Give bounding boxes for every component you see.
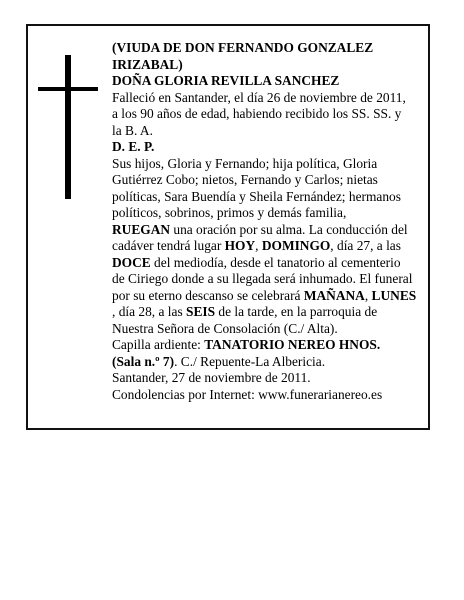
text-run: Condolencias por Internet: www.funerarianereo.es [112,386,383,402]
text-run: , [364,287,372,303]
text-line [112,40,434,57]
text-line [112,288,434,305]
text-line [112,304,434,321]
text-run: políticas, Sara Buendía y Sheila Fernández; hermanos [112,188,401,204]
text-run: políticos, sobrinos, primos y demás familia, [112,205,347,220]
text-line [112,205,434,222]
text-line [112,73,434,90]
bold-text: RUEGAN [112,221,171,237]
text-run: , día 28, a las [112,304,187,319]
text-run: del mediodía, desde el tanatorio al cementerio [150,254,401,270]
obituary-text [112,40,434,403]
text-line [112,354,434,371]
bold-text: HOY [224,238,256,253]
text-line [112,255,434,272]
text-run: de Ciriego donde a su llegada será inhumado. El funeral [112,271,413,286]
text-run: de la tarde, en la parroquia de [215,304,378,319]
text-line [112,271,434,288]
text-run: cadáver tendrá lugar [112,238,225,253]
text-run: la B. A. [112,122,153,138]
text-line [112,106,434,123]
text-line [112,57,434,74]
text-run: Santander, 27 de noviembre de 2011. [112,370,311,385]
text-line [112,321,434,338]
text-run: una oración por su alma. La conducción del [170,221,408,237]
text-line [112,387,434,404]
text-run: Gutiérrez Cobo; nietos, Fernando y Carlos; nietas [112,172,378,187]
text-run: Falleció en Santander, el día 26 de noviembre de 2011, [112,89,406,105]
bold-text: DOÑA GLORIA REVILLA SANCHEZ [112,73,340,88]
text-line [112,90,434,107]
text-line [112,156,434,173]
text-run: Nuestra Señora de Consolación (C./ Alta). [112,320,338,336]
text-run: a los 90 años de edad, habiendo recibido los SS. SS. y [112,106,402,121]
text-run: , [255,238,262,253]
bold-text: DOCE [112,254,151,270]
text-line [112,189,434,206]
text-line [112,123,434,140]
bold-text: D. E. P. [112,139,155,154]
text-line [112,139,434,156]
text-line [112,222,434,239]
bold-text: SEIS [186,304,216,319]
bold-text: (VIUDA DE DON FERNANDO GONZALEZ [112,40,374,55]
text-line [112,370,434,387]
text-run: , día 27, a las [330,238,401,253]
bold-text: IRIZABAL) [112,56,183,72]
text-line [112,337,434,354]
text-run: . C./ Repuente-La Albericia. [174,353,326,369]
bold-text: TANATORIO NEREO HNOS. [204,337,381,352]
bold-text: DOMINGO [261,238,331,253]
text-line [112,172,434,189]
cross-icon-crossbar [38,87,98,91]
text-line [112,238,434,255]
bold-text: LUNES [371,287,417,303]
bold-text: MAÑANA [303,287,365,303]
text-run: por su eterno descanso se celebrará [112,287,304,303]
bold-text: (Sala n.º 7) [112,353,175,369]
text-run: Sus hijos, Gloria y Fernando; hija política, Gloria [112,155,378,171]
cross-icon [65,55,71,199]
text-run: Capilla ardiente: [112,337,205,352]
